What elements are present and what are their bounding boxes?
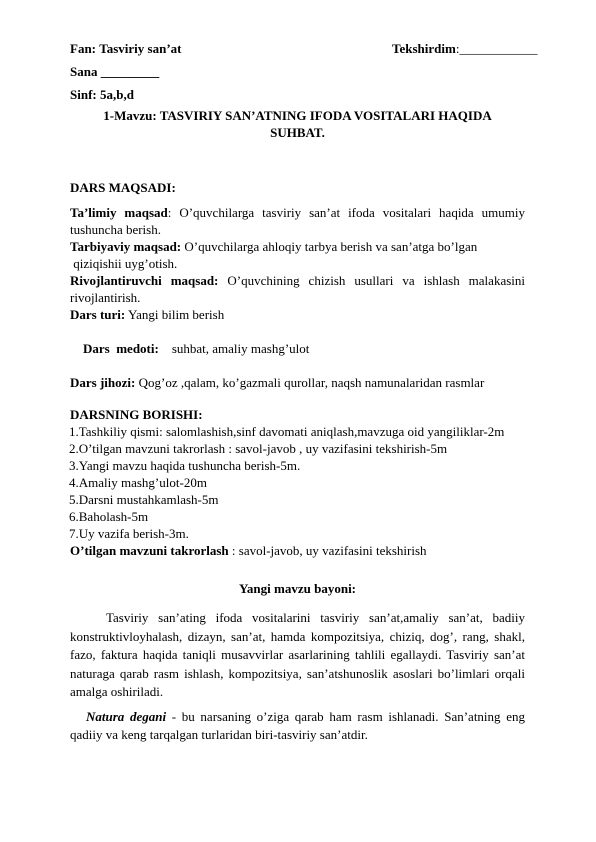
yangi-heading: Yangi mavzu bayoni: — [238, 581, 357, 596]
tekshirdim-blank: :____________ — [455, 41, 538, 56]
tekshirdim-label: Tekshirdim — [392, 41, 456, 56]
yangi-paragraph-1: Tasviriy san’ating ifoda vositalarini tasviriy san’at,amaliy san’at, badiiy konstruktivloyhalash, dizayn, san’at, hamda kompozitsiya, chiziq, dog’, rang, shakl, fazo, faktura haqida taniqli musavvirlar asarlarining tahlili egallaydi. Tasviriy san’at naturaga qarab rasm ishlash, kompozitsiya, san’atshunoslik asoslari bo’limlari orqali amalga oshiriladi. — [70, 610, 525, 699]
list-item: 6.Baholash-5m — [69, 509, 149, 524]
fan-value: Tasviriy san’at — [99, 41, 182, 56]
list-item: 1.Tashkiliy qismi: salomlashish,sinf davomati aniqlash,mavzuga oid yangiliklar-2m — [69, 424, 505, 439]
tarbiyaviy-text: O’quvchilarga ahloqiy tarbya berish va san’atga bo’lgan — [181, 239, 478, 254]
borishi-heading: DARSNING BORISHI: — [70, 407, 203, 422]
tekshirdim-field — [392, 40, 537, 57]
list-item: 2.O’tilgan mavzuni takrorlash : savol-javob , uy vazifasini tekshirish-5m — [69, 441, 448, 456]
topic-title-line1: 1-Mavzu: TASVIRIY SAN’ATNING IFODA VOSITALARI HAQIDA — [103, 108, 492, 123]
topic-title-line2: SUHBAT. — [270, 125, 325, 140]
turi-label: Dars turi: — [70, 307, 126, 322]
takror-text: : savol-javob, uy vazifasini tekshirish — [228, 543, 427, 558]
sinf-label: Sinf: — [70, 87, 97, 102]
takror-label: O’tilgan mavzuni takrorlash — [70, 543, 229, 558]
subject-row — [70, 40, 538, 57]
class-row — [70, 86, 525, 103]
borishi-list — [69, 423, 525, 542]
rivoj-paragraph — [70, 272, 525, 306]
list-item: 3.Yangi mavzu haqida tushuncha berish-5m. — [69, 458, 301, 473]
talimiy-label: Ta’limiy maqsad — [70, 205, 168, 220]
document-page — [69, 40, 538, 745]
sana-label: Sana — [70, 64, 98, 79]
tarbiyaviy-label: Tarbiyaviy maqsad: — [70, 239, 182, 254]
date-row — [70, 63, 525, 80]
takror-paragraph — [70, 542, 525, 559]
tarbiyaviy-text-line2: qiziqishii uyg’otish. — [70, 256, 178, 271]
list-item: 7.Uy vazifa berish-3m. — [69, 526, 189, 541]
medoti-paragraph — [70, 323, 525, 374]
list-item: 5.Darsni mustahkamlash-5m — [69, 492, 219, 507]
fan-label: Fan: — [70, 41, 96, 56]
natura-paragraph — [70, 708, 525, 745]
medoti-label: Dars medoti: — [83, 341, 159, 356]
talimiy-text: : O’quvchilarga tasviriy san’at ifoda vositalari haqida umumiy tushuncha berish. — [70, 205, 525, 237]
tarbiyaviy-paragraph — [70, 238, 525, 255]
talimiy-paragraph — [70, 204, 525, 238]
medoti-text: suhbat, amaliy mashg’ulot — [158, 341, 310, 356]
maqsad-heading: DARS MAQSADI: — [70, 180, 176, 195]
natura-label: Natura degani — [86, 708, 167, 724]
jihozi-text: Qog’oz ,qalam, ko’gazmali qurollar, naqsh namunalaridan rasmlar — [135, 375, 485, 390]
jihozi-label: Dars jihozi: — [70, 375, 136, 390]
turi-text: Yangi bilim berish — [125, 307, 225, 322]
rivoj-label: Rivojlantiruvchi maqsad: — [70, 273, 219, 288]
turi-paragraph — [70, 306, 525, 323]
natura-text: - bu narsaning o’ziga qarab ham rasm ishlanadi. San’atning eng qadiiy va keng tarqalgan turlaridan biri-tasviriy san’atdir. — [70, 708, 525, 742]
sana-blank: _________ — [100, 64, 160, 79]
sinf-value: 5a,b,d — [99, 87, 134, 102]
rivoj-text: O’quvchining chizish usullari va ishlash malakasini rivojlantirish. — [70, 273, 525, 305]
list-item: 4.Amaliy mashg’ulot-20m — [69, 475, 207, 490]
jihozi-paragraph — [70, 374, 525, 391]
